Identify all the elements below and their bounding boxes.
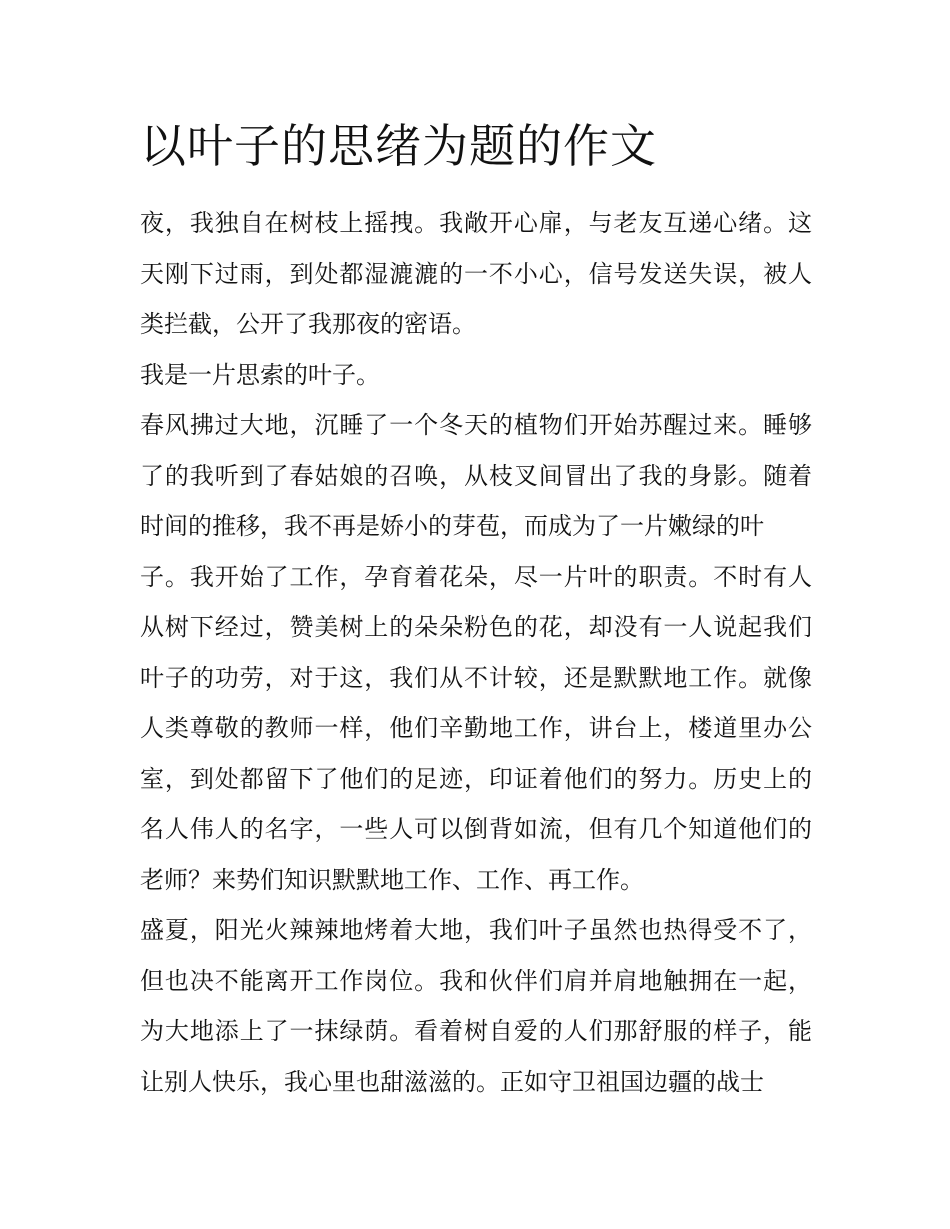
text-line: 类拦截，公开了我那夜的密语。 [140, 310, 476, 338]
text-line: 老师？来势们知识默默地工作、工作、再工作。 [140, 865, 644, 894]
text-line: 让别人快乐，我心里也甜滋滋的。正如守卫祖国边疆的战士 [140, 1067, 764, 1096]
text-line: 从树下经过，赞美树上的朵朵粉色的花，却没有一人说起我们 [140, 613, 812, 641]
text-line: 为大地添上了一抹绿荫。看着树自爱的人们那舒服的样子，能 [140, 1017, 812, 1045]
text-line: 春风拂过大地，沉睡了一个冬天的植物们开始苏醒过来。睡够 [140, 411, 812, 439]
document-title: 以叶子的思绪为题的作文 [140, 119, 657, 173]
document-body [140, 198, 812, 1107]
text-line: 时间的推移，我不再是娇小的芽苞，而成为了一片嫩绿的叶 [140, 512, 764, 540]
text-line: 天刚下过雨，到处都湿漉漉的一不小心，信号发送失误，被人 [140, 259, 812, 288]
text-line: 室，到处都留下了他们的足迹，印证着他们的努力。历史上的 [140, 764, 812, 793]
text-line: 了的我听到了春姑娘的召唤，从枝叉间冒出了我的身影。随着 [140, 461, 812, 490]
text-line: 人类尊敬的教师一样，他们辛勤地工作，讲台上，楼道里办公 [140, 714, 812, 742]
text-line: 但也决不能离开工作岗位。我和伙伴们肩并肩地触拥在一起， [140, 966, 812, 995]
text-line: 名人伟人的名字，一些人可以倒背如流，但有几个知道他们的 [140, 815, 812, 843]
text-line: 夜，我独自在树枝上摇拽。我敞开心扉，与老友互递心绪。这 [140, 209, 812, 237]
text-line: 子。我开始了工作，孕育着花朵，尽一片叶的职责。不时有人 [140, 562, 812, 591]
text-line: 我是一片思索的叶子。 [140, 360, 380, 389]
text-line: 叶子的功劳，对于这，我们从不计较，还是默默地工作。就像 [140, 663, 812, 692]
text-line: 盛夏，阳光火辣辣地烤着大地，我们叶子虽然也热得受不了， [140, 916, 812, 944]
